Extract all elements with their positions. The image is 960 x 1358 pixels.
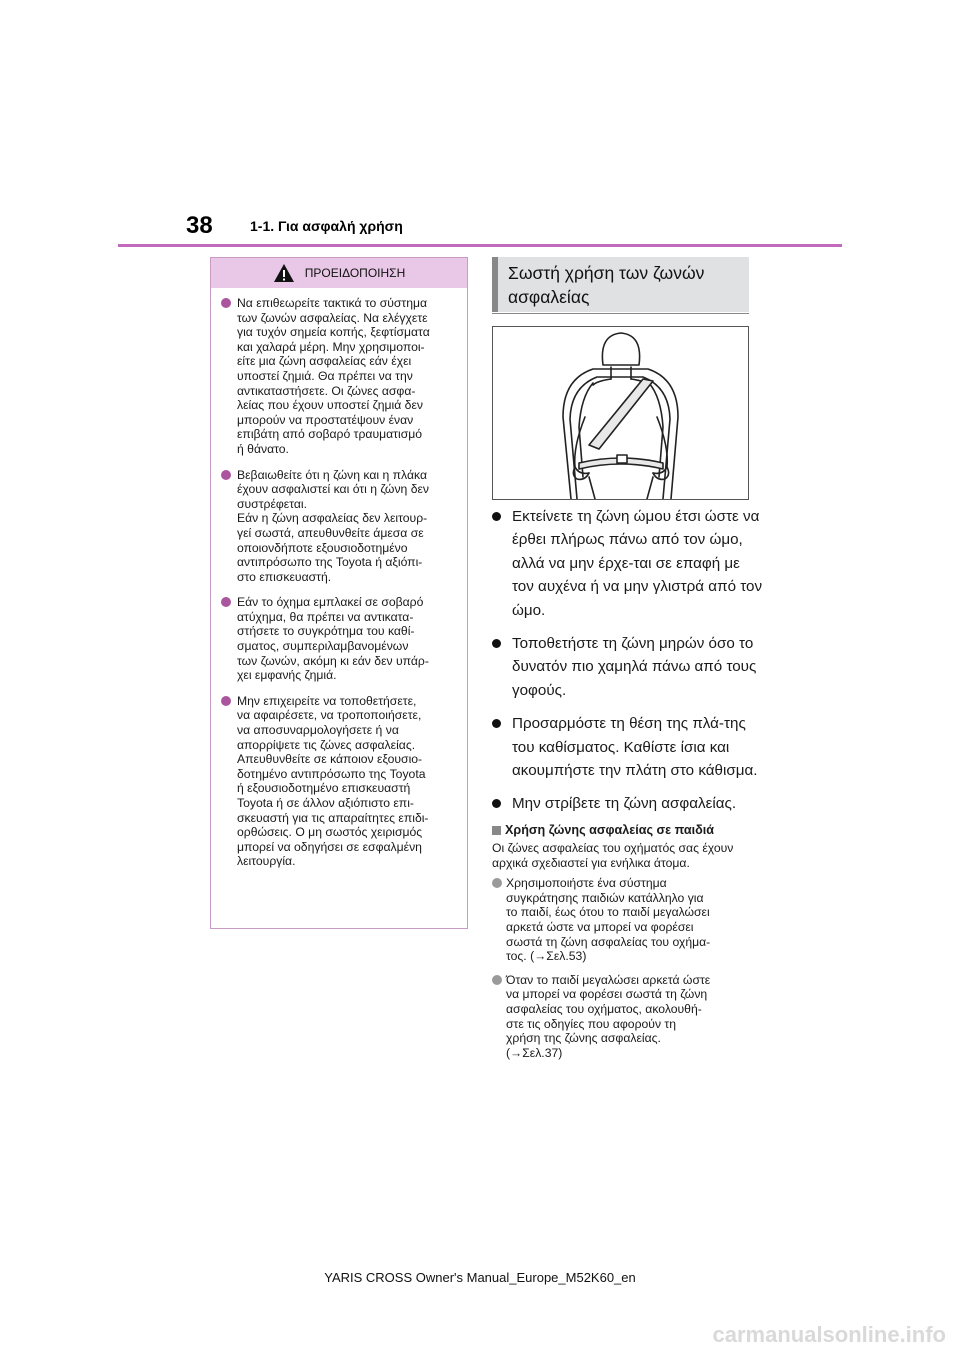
list-item: Εκτείνετε τη ζώνη ώμου έτσι ώστε να έρθει πλήρως πάνω από τον ώμο, αλλά να μην έρχε-ται σε επαφή με τον αυχένα ή να μην γλιστρά από τον ώμο. (490, 505, 765, 622)
page-number: 38 (186, 212, 213, 239)
warning-header (211, 258, 467, 288)
warning-item: Να επιθεωρείτε τακτικά το σύστημα των ζωνών ασφαλείας. Να ελέγχετε για τυχόν σημεία κοπής, ξεφτίσματα και χαλαρά μέρη. Μην χρησιμοποι- είτε μια ζώνη ασφαλείας εάν έχει υποστεί ζημιά. Θα πρέπει να την αντικαταστήσετε. Οι ζώνες ασφα- λείας που έχουν υποστεί ζημιά δεν μπορούν να προστατέψουν έναν επιβάτη από σοβαρό τραυματισμό ή θάνατο. (221, 296, 457, 457)
bullet-icon (492, 719, 501, 728)
warning-item: Εάν το όχημα εμπλακεί σε σοβαρό ατύχημα, θα πρέπει να αντικατα- στήσετε το συγκρότημα του καθί- σματος, συμπεριλαμβανομένων των ζωνών, ακόμη κι εάν δεν υπάρ- χει εμφανής ζημιά. (221, 595, 457, 683)
footer-text: YARIS CROSS Owner's Manual_Europe_M52K60_en (324, 1270, 636, 1285)
bullet-dot-icon (221, 298, 231, 308)
children-heading: Χρήση ζώνης ασφαλείας σε παιδιά (492, 823, 757, 837)
warning-item: Βεβαιωθείτε ότι η ζώνη και η πλάκα έχουν ασφαλιστεί και ότι η ζώνη δεν συστρέφεται. Εάν η ζώνη ασφαλείας δεν λειτουρ- γεί σωστά, απευθυνθείτε άμεσα σε οποιονδήποτε εξουσιοδοτημένο αντιπρόσωπο της Toyota ή αξιόπι- στο επισκευαστή. (221, 468, 457, 585)
warning-triangle-icon (273, 263, 295, 283)
bullet-dot-icon (492, 975, 502, 985)
list-item: Τοποθετήστε τη ζώνη μηρών όσο το δυνατόν πιο χαμηλά πάνω από τους γοφούς. (490, 632, 765, 702)
warning-title: ΠΡΟΕΙΔΟΠΟΙΗΣΗ (304, 266, 406, 280)
warning-list (211, 288, 467, 869)
seatbelt-usage-list (490, 505, 765, 826)
list-item: Προσαρμόστε τη θέση της πλά-της του καθίσματος. Καθίστε ίσια και ακουμπήστε την πλάτη στο κάθισμα. (490, 712, 765, 782)
seatbelt-illustration (492, 326, 749, 500)
list-item: Χρησιμοποιήστε ένα σύστημα συγκράτησης παιδιών κατάλληλο για το παιδί, έως ότου το παιδί μεγαλώσει αρκετά ώστε να μπορεί να φορέσει σωστά τη ζώνη ασφαλείας του οχήμα- τος. (→Σελ.53) (492, 876, 757, 964)
section-heading: Σωστή χρήση των ζωνών ασφαλείας (492, 257, 749, 312)
square-bullet-icon (492, 826, 501, 835)
children-subsection (492, 823, 757, 1069)
children-list (492, 876, 757, 1060)
bullet-dot-icon (221, 696, 231, 706)
section-heading-rule (492, 313, 749, 314)
section-title: 1-1. Για ασφαλή χρήση (250, 218, 403, 234)
header-rule (118, 244, 842, 247)
watermark: carmanualsonline.info (712, 1322, 946, 1347)
bullet-dot-icon (492, 878, 502, 888)
warning-item: Μην επιχειρείτε να τοποθετήσετε, να αφαιρέσετε, να τροποποιήσετε, να αποσυναρμολογήσετε ή να απορρίψετε τις ζώνες ασφαλείας. Απευθυνθείτε σε κάποιον εξουσιο- δοτημένο αντιπρόσωπο της Toyota ή εξουσιοδοτημένο επισκευαστή Toyota ή σε άλλον αξιόπιστο επι- σκευαστή για τις απαραίτητες επιδι- ορθώσεις. Ο μη σωστός χειρισμός μπορεί να οδηγήσει σε εσφαλμένη λειτουργία. (221, 694, 457, 869)
list-item: Μην στρίβετε τη ζώνη ασφαλείας. (490, 792, 765, 815)
list-item: Όταν το παιδί μεγαλώσει αρκετά ώστε να μπορεί να φορέσει σωστά τη ζώνη ασφαλείας του οχήματος, ακολουθή- στε τις οδηγίες που αφορούν τη χρήση της ζώνης ασφαλείας. (→Σελ.37) (492, 973, 757, 1061)
bullet-icon (492, 799, 501, 808)
children-intro: Οι ζώνες ασφαλείας του οχήματός σας έχουν αρχικά σχεδιαστεί για ενήλικα άτομα. (492, 841, 734, 870)
bullet-dot-icon (221, 597, 231, 607)
bullet-icon (492, 639, 501, 648)
warning-box (210, 257, 468, 929)
bullet-dot-icon (221, 470, 231, 480)
bullet-icon (492, 512, 501, 521)
